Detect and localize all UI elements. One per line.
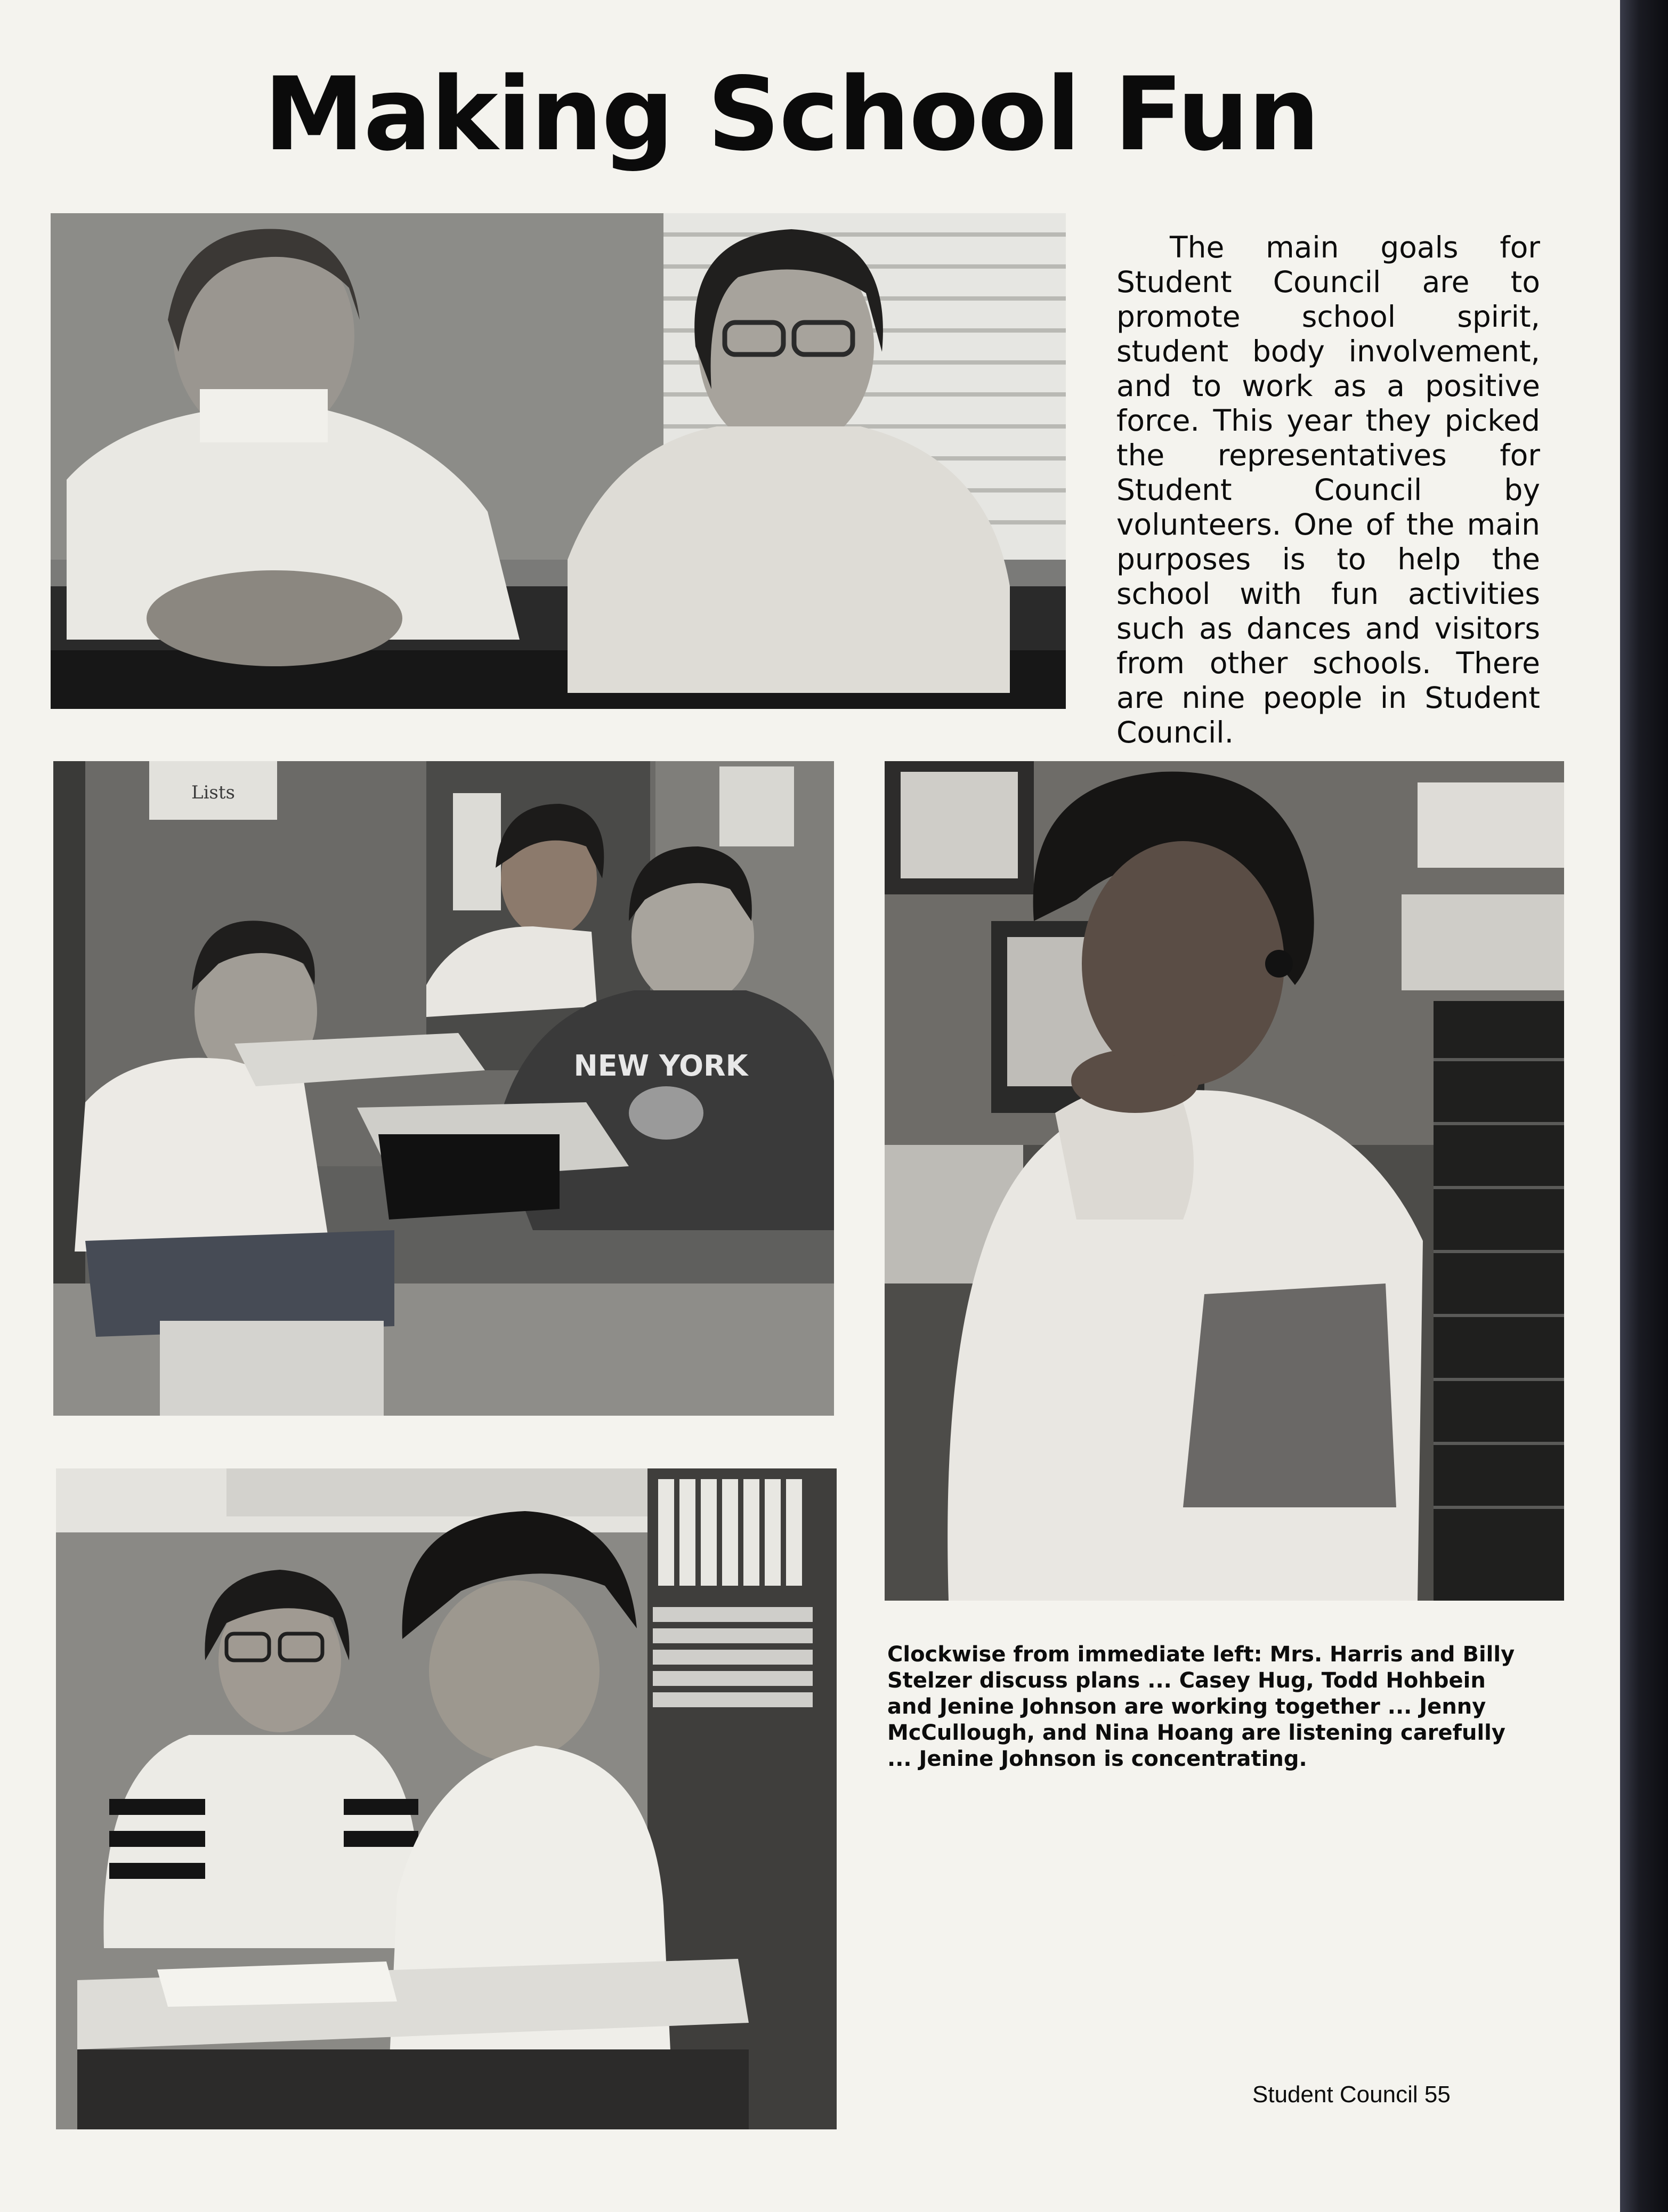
photo-teacher-and-student xyxy=(56,1468,837,2129)
book-binding-edge xyxy=(1620,0,1668,2212)
photo-students-working-together xyxy=(53,761,834,1416)
svg-text:NEW YORK: NEW YORK xyxy=(573,1049,748,1083)
photo-two-students-listening xyxy=(51,213,1066,709)
article-body: The main goals for Student Council are to promote school spirit, student body involvement, and to work as a positive force. This year they picked the representatives for Student Council by volunteers. One of the main purposes is to help the school with fun activities such as dances and visitors from other schools. There are nine people in Student Council. xyxy=(1116,230,1540,749)
page-folio: Student Council 55 xyxy=(1252,2081,1451,2108)
photo-caption: Clockwise from immediate left: Mrs. Harris and Billy Stelzer discuss plans ... Casey Hug, Todd Hohbein and Jenine Johnson are working together ... Jenny McCullough, and Nina Hoang are listening carefully ... Jenine Johnson is concentrating. xyxy=(887,1642,1515,1771)
page-title: Making School Fun xyxy=(263,55,1319,173)
photo-student-concentrating xyxy=(885,761,1564,1601)
svg-text:Lists: Lists xyxy=(191,782,236,803)
